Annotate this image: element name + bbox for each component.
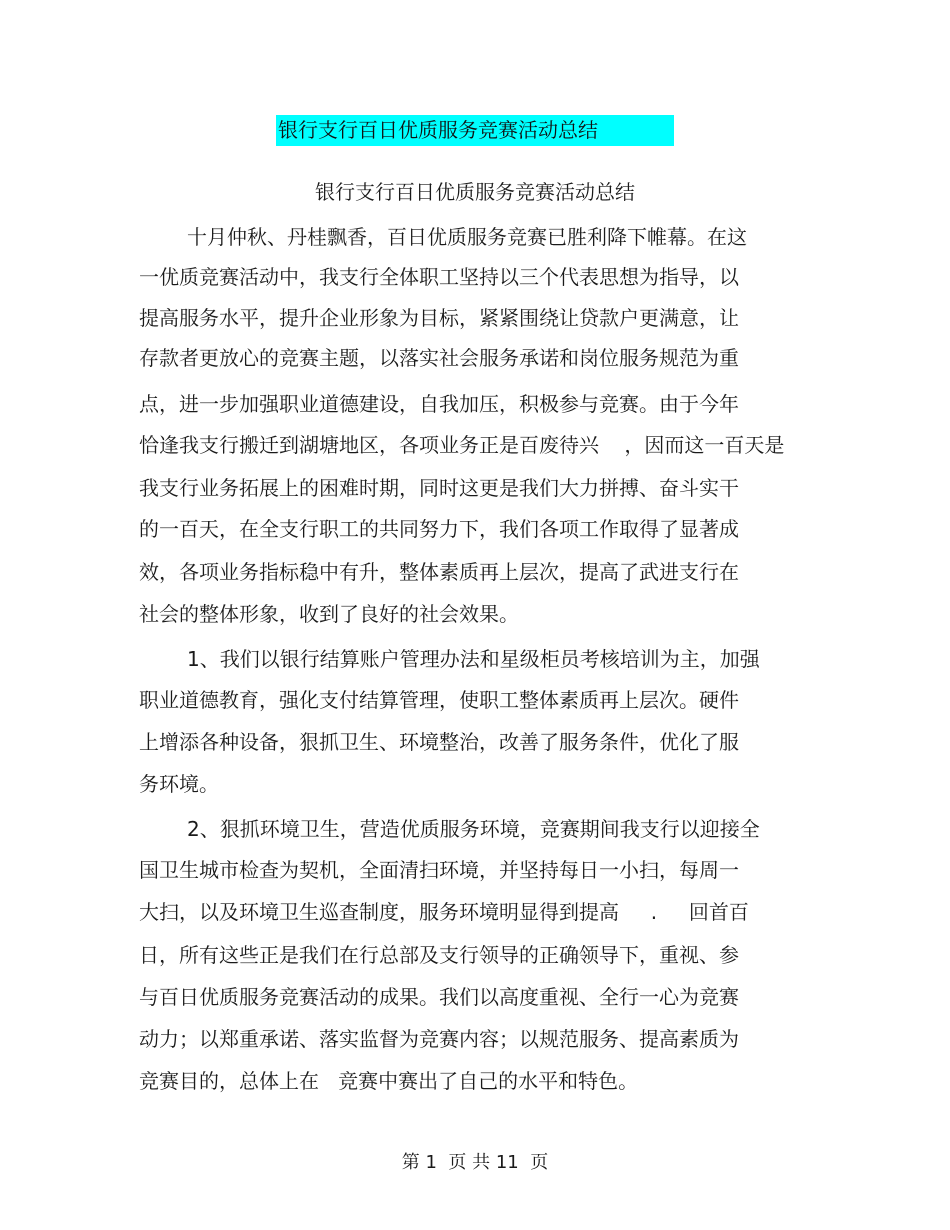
body-line: 动力；以郑重承诺、落实监督为竞赛内容；以规范服务、提高素质为 [139, 1027, 739, 1051]
body-line: 大扫，以及环境卫生巡查制度，服务环境明显得到提高 . 回首百 [139, 900, 749, 924]
body-line: 存款者更放心的竞赛主题，以落实社会服务承诺和岗位服务规范为重 [139, 346, 739, 370]
body-line: 务环境。 [139, 772, 219, 796]
body-line: 一优质竞赛活动中，我支行全体职工坚持以三个代表思想为指导，以 [139, 265, 739, 289]
body-line: 我支行业务拓展上的困难时期，同时这更是我们大力拼搏、奋斗实干 [139, 476, 739, 500]
body-line: 1、我们以银行结算账户管理办法和星级柜员考核培训为主，加强 [187, 647, 760, 671]
body-line: 社会的整体形象，收到了良好的社会效果。 [139, 602, 519, 626]
body-line: 日，所有这些正是我们在行总部及支行领导的正确领导下，重视、参 [139, 943, 739, 967]
body-line: 与百日优质服务竞赛活动的成果。我们以高度重视、全行一心为竞赛 [139, 985, 739, 1009]
body-line: 提高服务水平，提升企业形象为目标，紧紧围绕让贷款户更满意，让 [139, 306, 739, 330]
body-line: 效，各项业务指标稳中有升，整体素质再上层次，提高了武进支行在 [139, 560, 739, 584]
body-line: 职业道德教育，强化支付结算管理，使职工整体素质再上层次。硬件 [139, 688, 739, 712]
body-line: 2、狠抓环境卫生，营造优质服务环境，竞赛期间我支行以迎接全 [187, 817, 760, 841]
page-number-footer: 第 1 页 共 11 页 [401, 1152, 549, 1173]
document-subtitle: 银行支行百日优质服务竞赛活动总结 [315, 180, 635, 204]
document-title: 银行支行百日优质服务竞赛活动总结 [276, 115, 674, 146]
body-line: 的一百天，在全支行职工的共同努力下，我们各项工作取得了显著成 [139, 517, 739, 541]
body-line: 恰逢我支行搬迁到湖塘地区，各项业务正是百废待兴 ，因而这一百天是 [139, 433, 785, 457]
body-line: 上增添各种设备，狠抓卫生、环境整治，改善了服务条件，优化了服 [139, 730, 739, 754]
body-line: 国卫生城市检查为契机，全面清扫环境，并坚持每日一小扫，每周一 [139, 858, 739, 882]
body-line: 点，进一步加强职业道德建设，自我加压，积极参与竞赛。由于今年 [139, 392, 739, 416]
body-line: 十月仲秋、丹桂飘香，百日优质服务竞赛已胜利降下帷幕。在这 [187, 225, 747, 249]
body-line: 竞赛目的，总体上在 竞赛中赛出了自己的水平和特色。 [139, 1069, 639, 1093]
